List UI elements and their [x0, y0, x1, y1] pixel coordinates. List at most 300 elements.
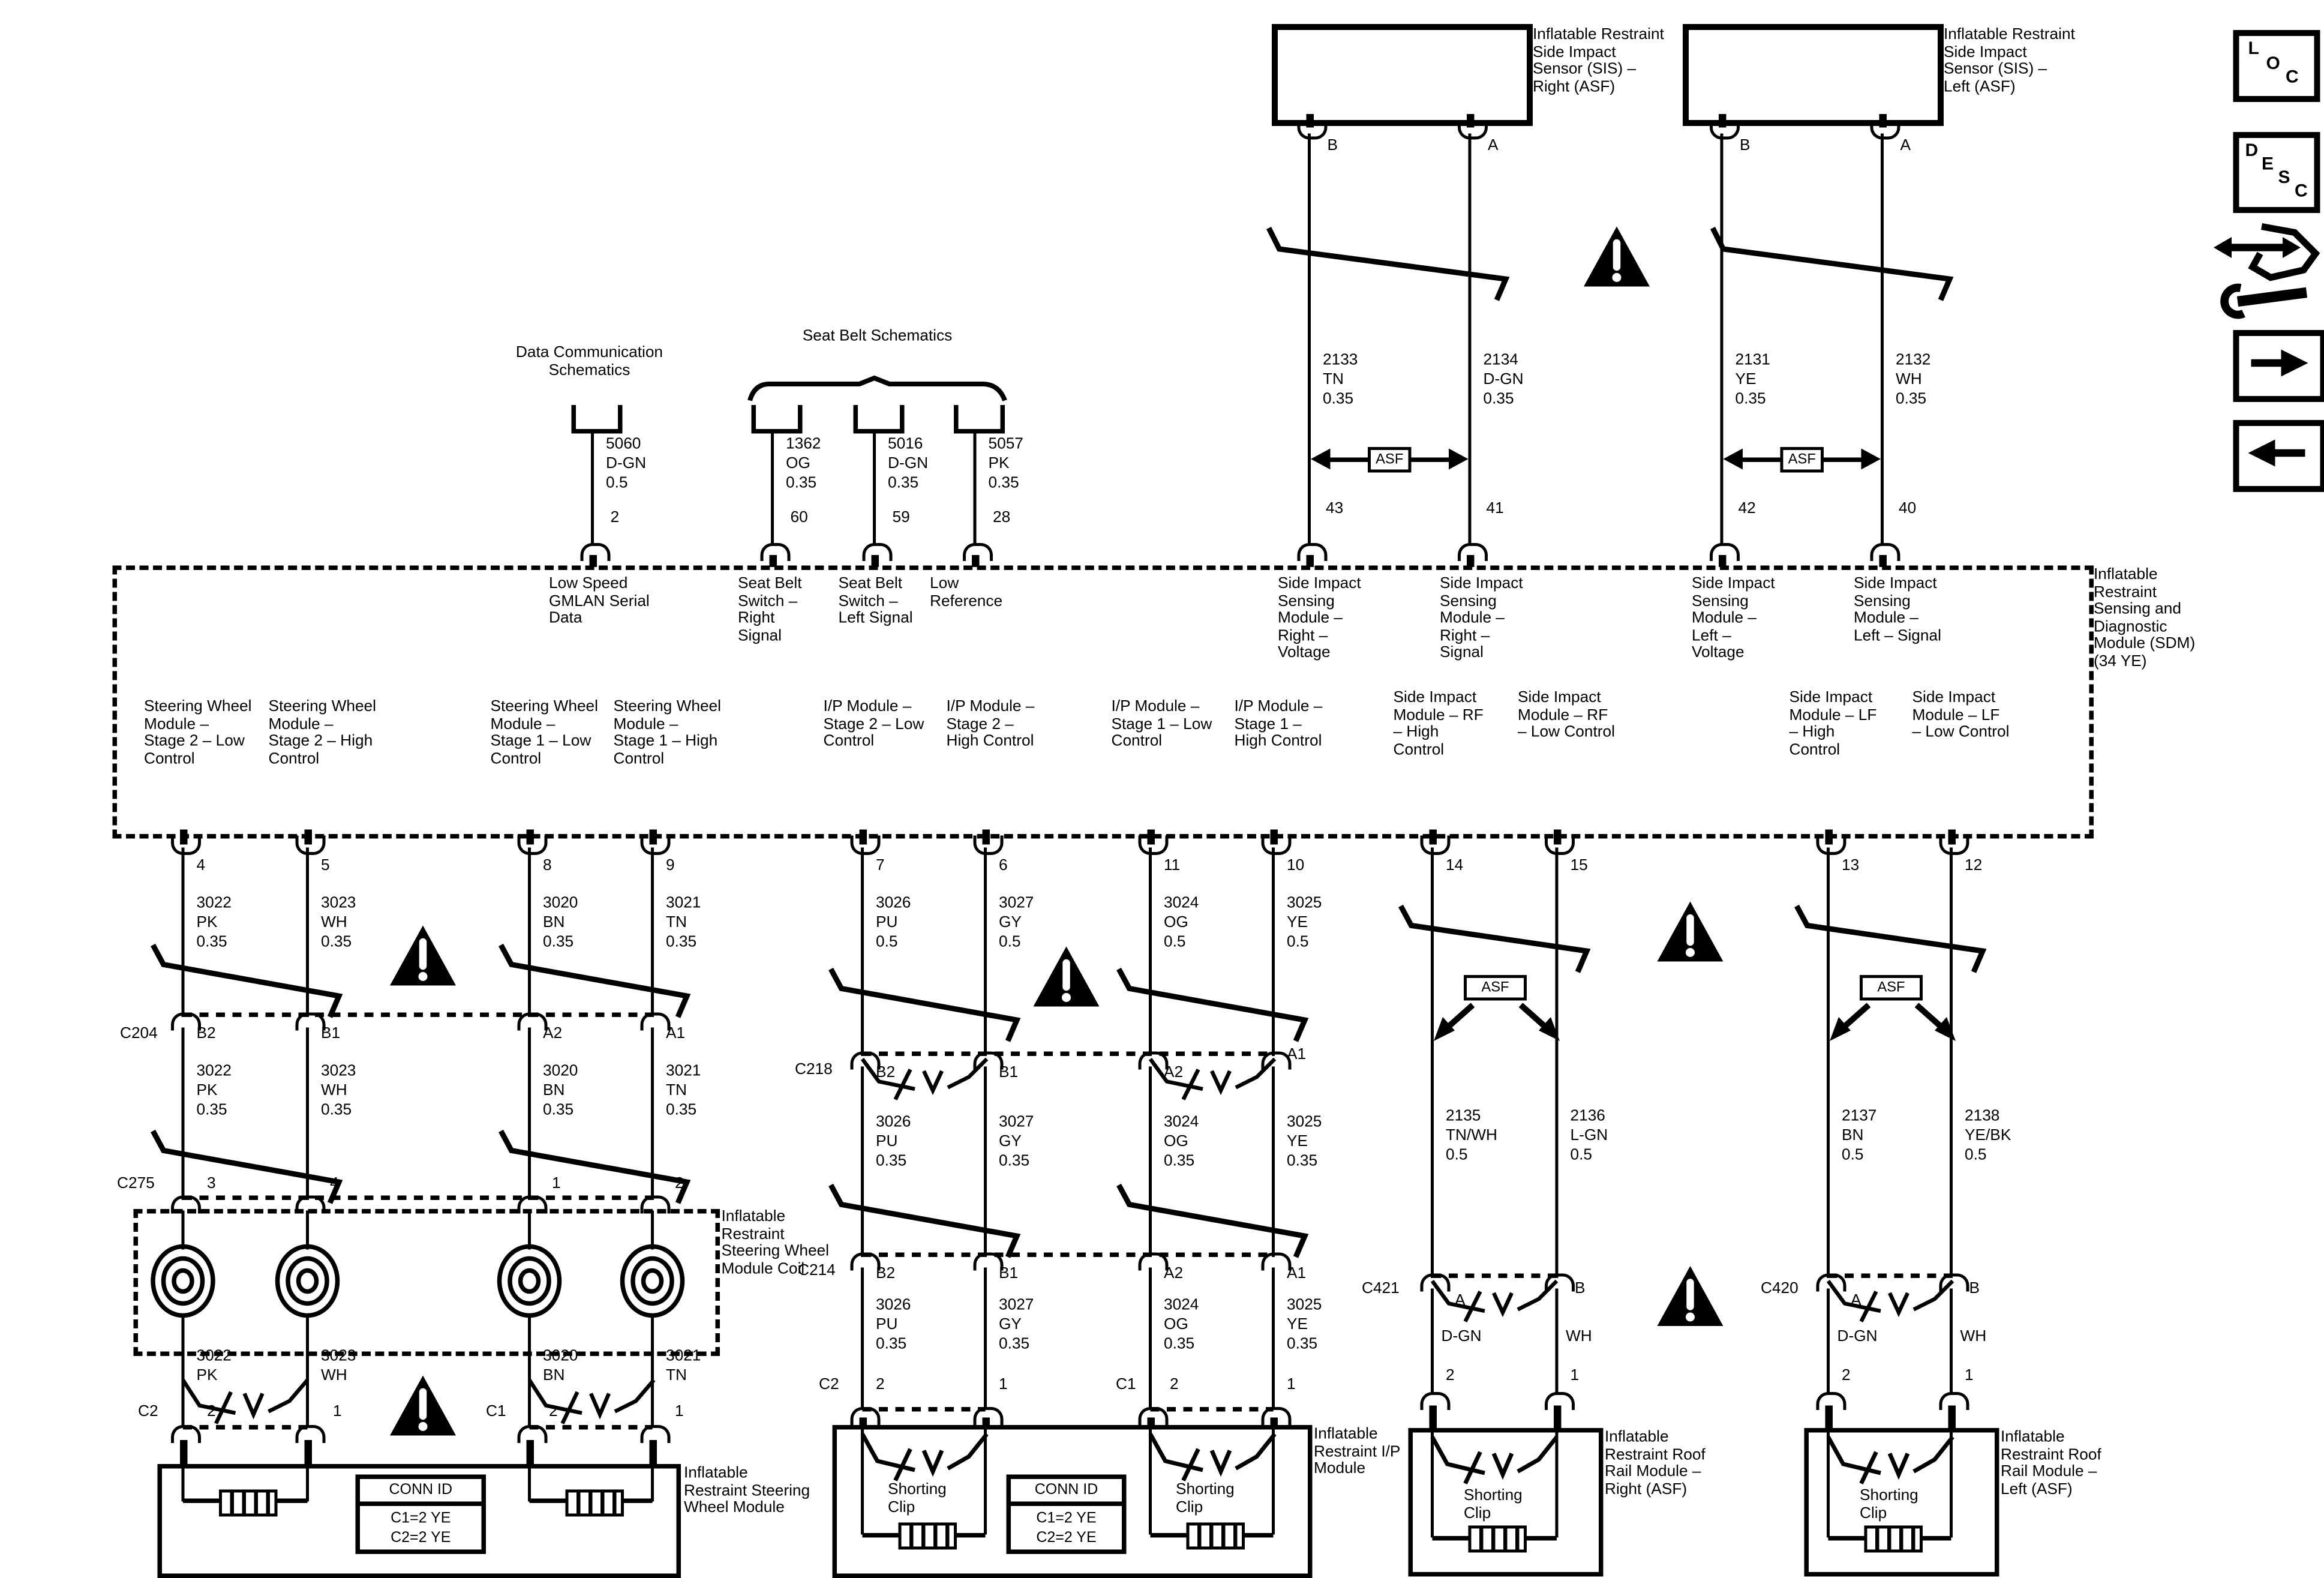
wire-label — [888, 435, 928, 494]
pin-number: 2 — [1446, 1368, 1455, 1385]
pin-number: 42 — [1739, 501, 1756, 518]
shorting-clip-funnel — [857, 1431, 995, 1482]
back-arrow-button[interactable] — [2233, 420, 2324, 492]
rr-left-module-label: Inflatable Restraint Roof Rail Module – Left (ASF) — [2001, 1430, 2118, 1499]
wire-label — [321, 1347, 356, 1386]
wire-color: TN/WH — [1446, 1127, 1497, 1147]
wire-circuit: 2137 — [1842, 1107, 1876, 1127]
sdm-function: I/P Module – Stage 1 – Low Control — [1112, 699, 1214, 751]
pin-number: 2 — [1170, 1377, 1179, 1394]
pin-letter: A1 — [1287, 1047, 1306, 1064]
wire-gauge: 0.35 — [543, 1101, 578, 1121]
wire-circuit: 3027 — [999, 894, 1034, 914]
wire-circuit: 3023 — [321, 1062, 356, 1082]
wire-label — [999, 894, 1034, 953]
sdm-function: Low Reference — [930, 576, 1023, 611]
wire-label — [1484, 351, 1524, 410]
wire-gauge: 0.35 — [666, 1101, 701, 1121]
wire-gauge: 0.35 — [876, 1152, 911, 1172]
wire-gauge: 0.35 — [999, 1152, 1034, 1172]
wire-color: PK — [197, 1367, 232, 1387]
conn-id-line: C1=2 YE — [1014, 1509, 1119, 1529]
wire-circuit: 3020 — [543, 1347, 578, 1367]
sis-right-box — [1272, 24, 1533, 126]
wire-gauge: 0.35 — [1164, 1152, 1199, 1172]
connector-pair-symbol — [1145, 1056, 1283, 1101]
coil-label: Inflatable Restraint Steering Wheel Module Coil — [722, 1209, 848, 1279]
wire-label — [1323, 351, 1358, 410]
wire-circuit: 3022 — [197, 894, 232, 914]
asf-tag: ASF — [1464, 975, 1527, 1001]
asf-splice-symbol — [1311, 441, 1469, 477]
wire-label — [1287, 1113, 1322, 1172]
connector-name: C2 — [138, 1404, 158, 1421]
sdm-function: Steering Wheel Module – Stage 1 – Low Control — [491, 699, 599, 769]
pin-letter: B — [1969, 1281, 1980, 1298]
pin-number: 2 — [549, 1404, 558, 1421]
wire-circuit: 3021 — [666, 1347, 701, 1367]
sdm-function: Seat Belt Switch – Left Signal — [839, 576, 923, 628]
pin-number: 14 — [1446, 858, 1463, 875]
wire-color: YE — [1287, 1316, 1322, 1336]
asf-splice-symbol — [1724, 441, 1881, 477]
wire-label — [1736, 351, 1770, 410]
harness-crossing — [1107, 1176, 1317, 1254]
shorting-bar — [1864, 1526, 1923, 1553]
harness-crossing — [141, 936, 351, 1014]
harness-crossing — [489, 936, 699, 1014]
shorting-bar — [219, 1490, 278, 1517]
wire-5060 — [590, 429, 594, 546]
conn-id-line: C1=2 YE — [363, 1509, 479, 1529]
pin-number: 5 — [321, 858, 330, 875]
seat-belt-title: Seat Belt Schematics — [758, 329, 998, 346]
sw-module-label: Inflatable Restraint Steering Wheel Module — [684, 1466, 812, 1518]
harness-crossing — [141, 1122, 351, 1200]
pin-number: 43 — [1326, 501, 1343, 518]
coil-symbol — [275, 1245, 341, 1317]
desc-letter: E — [2262, 155, 2274, 173]
wire-circuit: 3025 — [1287, 1113, 1322, 1133]
wire-circuit: 3021 — [666, 894, 701, 914]
wire-gauge: 0.5 — [1164, 933, 1199, 953]
wire-circuit: 5060 — [606, 435, 646, 455]
data-comm-title: Data Communication Schematics — [477, 345, 702, 380]
pin-number: 4 — [330, 1176, 339, 1193]
wire-color: OG — [1164, 1316, 1199, 1336]
sis-pin: B — [1328, 138, 1338, 155]
wire-2134 — [1468, 134, 1472, 547]
wire-color: PK — [197, 1082, 232, 1102]
wire-gauge: 0.35 — [989, 474, 1023, 494]
pin-number: 4 — [197, 858, 206, 875]
wire-color: GY — [999, 1316, 1034, 1336]
sdm-function: I/P Module – Stage 2 – High Control — [947, 699, 1049, 751]
sdm-function: Seat Belt Switch – Right Signal — [738, 576, 822, 646]
loc-button[interactable] — [2233, 30, 2320, 102]
connector-name: C421 — [1362, 1281, 1400, 1298]
sis-left-box — [1683, 24, 1944, 126]
pin-number: 59 — [893, 510, 910, 527]
wire-label — [999, 1113, 1034, 1172]
wire-gauge: 0.35 — [666, 933, 701, 953]
wire-color: D-GN — [606, 455, 646, 475]
wrench-arrows-icon[interactable] — [2214, 222, 2322, 318]
sis-left-label: Inflatable Restraint Side Impact Sensor (SIS) – Left (ASF) — [1944, 27, 2076, 97]
pin-letter: B1 — [999, 1065, 1018, 1082]
warning-triangle-icon — [1032, 945, 1101, 1008]
wire-gauge: 0.5 — [1287, 933, 1322, 953]
wire-color: OG — [786, 455, 821, 475]
loc-letter: O — [2266, 54, 2280, 72]
sdm-function: Side Impact Module – LF – Low Control — [1912, 690, 2011, 742]
sdm-function: Side Impact Module – RF – Low Control — [1518, 690, 1617, 742]
wire-circuit: 3021 — [666, 1062, 701, 1082]
connector-name: C204 — [120, 1026, 158, 1043]
wire-color: D-GN — [888, 455, 928, 475]
shorting-bar — [566, 1490, 624, 1517]
wire-circuit: 3024 — [1164, 1296, 1199, 1316]
connector-name: C1 — [486, 1404, 506, 1421]
wire-gauge: 0.35 — [1896, 390, 1930, 410]
pin-number: 1 — [1571, 1368, 1580, 1385]
wire-circuit: 3026 — [876, 1113, 911, 1133]
connector-pair-symbol — [177, 1377, 315, 1425]
wire-color: D-GN — [1484, 371, 1524, 391]
sdm-function: Side Impact Sensing Module – Left – Voltage — [1692, 576, 1785, 663]
wire-circuit: 3020 — [543, 894, 578, 914]
connector-pair-symbol — [857, 1056, 995, 1101]
coil-symbol — [620, 1245, 686, 1317]
wire-color: BN — [1842, 1127, 1876, 1147]
pin-letter: A2 — [543, 1026, 562, 1043]
desc-letter: D — [2245, 141, 2259, 159]
wire-gauge: 0.5 — [606, 474, 646, 494]
pin-number: 41 — [1487, 501, 1504, 518]
wire-color: YE/BK — [1965, 1127, 2011, 1147]
wire-label — [1896, 351, 1930, 410]
sdm-function: Side Impact Sensing Module – Right – Signal — [1440, 576, 1533, 663]
pin-letter: A — [1455, 1293, 1466, 1310]
wire-5016 — [872, 429, 876, 546]
pin-number: 2 — [611, 510, 620, 527]
wire-color: TN — [666, 914, 701, 934]
wire-gauge: 0.35 — [543, 933, 578, 953]
wire-2133 — [1307, 134, 1311, 547]
sdm-function: Side Impact Sensing Module – Right – Voltage — [1278, 576, 1371, 663]
pin-number: 7 — [876, 858, 885, 875]
pin-number: 3 — [207, 1176, 216, 1193]
wire-gauge: 0.35 — [197, 1101, 232, 1121]
wire-gauge: 0.5 — [1446, 1146, 1497, 1166]
harness-crossing — [1257, 222, 1527, 300]
wire-label — [321, 1062, 356, 1121]
pin-letter: A1 — [666, 1026, 685, 1043]
wire-color: D-GN — [1442, 1329, 1482, 1346]
conn-id-line: C2=2 YE — [1014, 1529, 1119, 1549]
pin-letter: A2 — [1164, 1266, 1183, 1283]
asf-tag: ASF — [1780, 446, 1823, 472]
wire-gauge: 0.35 — [321, 933, 356, 953]
wire-color: YE — [1287, 1133, 1322, 1153]
wire-label — [1571, 1107, 1608, 1166]
shorting-clip-label: Shorting Clip — [1860, 1488, 1938, 1523]
loc-letter: C — [2286, 68, 2299, 86]
wire-circuit: 3022 — [197, 1062, 232, 1082]
wire-color: BN — [543, 1082, 578, 1102]
wire-label — [197, 1062, 232, 1121]
wire-color: OG — [1164, 914, 1199, 934]
sdm-function: Side Impact Sensing Module – Left – Signal — [1854, 576, 1947, 646]
wire-label — [1965, 1107, 2011, 1166]
wire-circuit: 3026 — [876, 1296, 911, 1316]
offpage-bracket — [954, 405, 1005, 434]
wire-label — [666, 1062, 701, 1121]
wire-label — [1842, 1107, 1876, 1166]
shorting-clip-funnel — [1427, 1434, 1565, 1485]
pin-number: 60 — [791, 510, 808, 527]
sis-pin: A — [1900, 138, 1911, 155]
wire-1362 — [770, 429, 774, 546]
pin-number: 1 — [675, 1404, 684, 1421]
wire-circuit: 1362 — [786, 435, 821, 455]
wire-label — [876, 1296, 911, 1355]
pin-number: 2 — [207, 1404, 216, 1421]
wire-circuit: 2131 — [1736, 351, 1770, 371]
connector-terminal — [1710, 120, 1740, 140]
wire-circuit: 3022 — [197, 1347, 232, 1367]
wire-color: BN — [543, 1367, 578, 1387]
wire-gauge: 0.35 — [1484, 390, 1524, 410]
offpage-bracket — [752, 405, 803, 434]
wire-circuit: 3027 — [999, 1296, 1034, 1316]
asf-tag: ASF — [1860, 975, 1923, 1001]
forward-arrow-button[interactable] — [2233, 330, 2324, 402]
wire-color: WH — [321, 1082, 356, 1102]
sdm-function: I/P Module – Stage 2 – Low Control — [824, 699, 926, 751]
wire-color: TN — [666, 1367, 701, 1387]
connector-name: C214 — [798, 1263, 836, 1280]
connector-terminal — [1298, 120, 1328, 140]
pin-letter: B2 — [197, 1026, 216, 1043]
pin-number: 1 — [552, 1176, 561, 1193]
wire-color: WH — [1960, 1329, 1987, 1346]
warning-triangle-icon — [389, 924, 458, 987]
sdm-function: I/P Module – Stage 1 – High Control — [1235, 699, 1337, 751]
offpage-bracket — [572, 405, 623, 434]
sdm-function: Steering Wheel Module – Stage 1 – High Control — [614, 699, 722, 769]
wire-gauge: 0.35 — [1736, 390, 1770, 410]
pin-number: 6 — [999, 858, 1008, 875]
pin-number: 12 — [1965, 858, 1982, 875]
shorting-clip-funnel — [1145, 1431, 1283, 1482]
harness-crossing — [489, 1122, 699, 1200]
shorting-bar — [899, 1523, 957, 1550]
shorting-bar — [1469, 1526, 1527, 1553]
wire-circuit: 5016 — [888, 435, 928, 455]
wire-gauge: 0.5 — [1842, 1146, 1876, 1166]
pin-letter: B1 — [999, 1266, 1018, 1283]
desc-letter: S — [2278, 168, 2290, 186]
harness-crossing — [1701, 222, 1971, 300]
wire-gauge: 0.5 — [876, 933, 911, 953]
sdm-function: Low Speed GMLAN Serial Data — [549, 576, 651, 628]
pin-number: 1 — [1965, 1368, 1974, 1385]
connector-name: C420 — [1761, 1281, 1798, 1298]
connector-pair-symbol — [524, 1377, 662, 1425]
wire-label — [876, 894, 911, 953]
wire-color: WH — [321, 1367, 356, 1387]
wire-color: PU — [876, 1133, 911, 1153]
pin-number: 2 — [1842, 1368, 1851, 1385]
pin-letter: A1 — [1287, 1266, 1306, 1283]
pin-number: 40 — [1899, 501, 1916, 518]
sis-pin: A — [1488, 138, 1499, 155]
offpage-bracket — [854, 405, 905, 434]
conn-id-title: CONN ID — [360, 1479, 482, 1506]
wire-circuit: 3027 — [999, 1113, 1034, 1133]
harness-crossing — [819, 960, 1029, 1038]
connector-terminal — [1870, 120, 1900, 140]
warning-triangle-icon — [1656, 1265, 1725, 1328]
wire-label — [1287, 894, 1322, 953]
wire-circuit: 2136 — [1571, 1107, 1608, 1127]
pin-letter: B2 — [876, 1065, 895, 1082]
pin-number: 13 — [1842, 858, 1859, 875]
pin-letter: B1 — [321, 1026, 340, 1043]
wire-circuit: 3025 — [1287, 894, 1322, 914]
wire-color: WH — [1896, 371, 1930, 391]
warning-triangle-icon — [1656, 900, 1725, 963]
pin-letter: A — [1851, 1293, 1861, 1310]
connector-name: C275 — [117, 1176, 155, 1193]
wire-gauge: 0.35 — [1287, 1152, 1322, 1172]
connector-name: C218 — [795, 1062, 833, 1079]
wire-circuit: 3025 — [1287, 1296, 1322, 1316]
wire-gauge: 0.35 — [999, 1335, 1034, 1355]
wire-color: BN — [543, 914, 578, 934]
wire-label — [989, 435, 1023, 494]
wire-circuit: 3020 — [543, 1062, 578, 1082]
pin-number: 2 — [876, 1377, 885, 1394]
wire-gauge: 0.35 — [1287, 1335, 1322, 1355]
harness-crossing — [819, 1176, 1029, 1254]
wire-gauge: 0.35 — [1164, 1335, 1199, 1355]
shorting-clip-funnel — [1822, 1434, 1960, 1485]
wire-color: D-GN — [1837, 1329, 1878, 1346]
wire-label — [1164, 894, 1199, 953]
wire-circuit: 3024 — [1164, 894, 1199, 914]
harness-crossing — [1785, 897, 1995, 969]
wire-circuit: 2138 — [1965, 1107, 2011, 1127]
wire-gauge: 0.35 — [1323, 390, 1358, 410]
harness-crossing — [1389, 897, 1599, 969]
wire-color: PK — [989, 455, 1023, 475]
wire-label — [999, 1296, 1034, 1355]
desc-letter: C — [2295, 182, 2308, 200]
wire-circuit: 2134 — [1484, 351, 1524, 371]
sdm-label: Inflatable Restraint Sensing and Diagnostic Module (SDM) (34 YE) — [2094, 567, 2211, 671]
wire-gauge: 0.5 — [999, 933, 1034, 953]
pin-number: 1 — [1287, 1377, 1296, 1394]
sis-pin: B — [1740, 138, 1750, 155]
wire-color: WH — [321, 914, 356, 934]
wire-gauge: 0.35 — [876, 1335, 911, 1355]
loc-letter: L — [2248, 39, 2259, 57]
pin-number: 1 — [999, 1377, 1008, 1394]
wire-color: PK — [197, 914, 232, 934]
warning-triangle-icon — [389, 1374, 458, 1437]
wire-5057 — [973, 429, 977, 546]
connector-pair-symbol — [1427, 1278, 1565, 1323]
wire-gauge: 0.35 — [197, 933, 232, 953]
wire-circuit: 2132 — [1896, 351, 1930, 371]
wire-label — [1164, 1296, 1199, 1355]
asf-tag: ASF — [1368, 446, 1411, 472]
desc-button[interactable] — [2233, 132, 2320, 213]
shorting-clip-label: Shorting Clip — [1464, 1488, 1542, 1523]
wire-label — [1164, 1113, 1199, 1172]
wire-color: PU — [876, 1316, 911, 1336]
wire-label — [786, 435, 821, 494]
wire-gauge: 0.5 — [1571, 1146, 1608, 1166]
coil-symbol — [497, 1245, 563, 1317]
ip-module-label: Inflatable Restraint I/P Module — [1314, 1427, 1419, 1479]
wire-circuit: 3023 — [321, 894, 356, 914]
rr-right-module-label: Inflatable Restraint Roof Rail Module – Right (ASF) — [1605, 1430, 1722, 1499]
conn-id-line: C2=2 YE — [363, 1529, 479, 1549]
wire-color: GY — [999, 1133, 1034, 1153]
wire-color: WH — [1566, 1329, 1592, 1346]
pin-letter: B — [1575, 1281, 1586, 1298]
shorting-clip-label: Shorting Clip — [888, 1482, 963, 1517]
wire-label — [1446, 1107, 1497, 1166]
wire-circuit: 2133 — [1323, 351, 1358, 371]
wire-2131 — [1720, 134, 1724, 547]
connector-terminal — [1458, 120, 1488, 140]
pin-number: 9 — [666, 858, 675, 875]
wire-gauge: 0.5 — [1965, 1146, 2011, 1166]
wire-label — [606, 435, 646, 494]
wire-circuit: 3024 — [1164, 1113, 1199, 1133]
sdm-function: Steering Wheel Module – Stage 2 – High Control — [269, 699, 377, 769]
pin-number: 28 — [993, 510, 1010, 527]
wire-label — [666, 1347, 701, 1386]
sis-right-label: Inflatable Restraint Side Impact Sensor (SIS) – Right (ASF) — [1533, 27, 1665, 97]
conn-id-table — [356, 1475, 487, 1555]
wire-gauge: 0.35 — [321, 1101, 356, 1121]
wire-gauge: 0.35 — [888, 474, 928, 494]
wire-color: PU — [876, 914, 911, 934]
sdm-function: Steering Wheel Module – Stage 2 – Low Control — [144, 699, 252, 769]
wire-color: TN — [666, 1082, 701, 1102]
pin-number: 15 — [1571, 858, 1588, 875]
wire-gauge: 0.35 — [786, 474, 821, 494]
harness-crossing — [1107, 960, 1317, 1038]
wire-label — [543, 1062, 578, 1121]
wire-label — [876, 1113, 911, 1172]
warning-triangle-icon — [1583, 225, 1652, 288]
pin-letter: B2 — [876, 1266, 895, 1283]
pin-number: 8 — [543, 858, 552, 875]
wire-color: OG — [1164, 1133, 1199, 1153]
wire-circuit: 3026 — [876, 894, 911, 914]
pin-number: 10 — [1287, 858, 1304, 875]
wire-circuit: 2135 — [1446, 1107, 1497, 1127]
connector-pair-symbol — [1822, 1278, 1960, 1323]
wire-2132 — [1880, 134, 1884, 547]
pin-number: 11 — [1164, 858, 1180, 875]
